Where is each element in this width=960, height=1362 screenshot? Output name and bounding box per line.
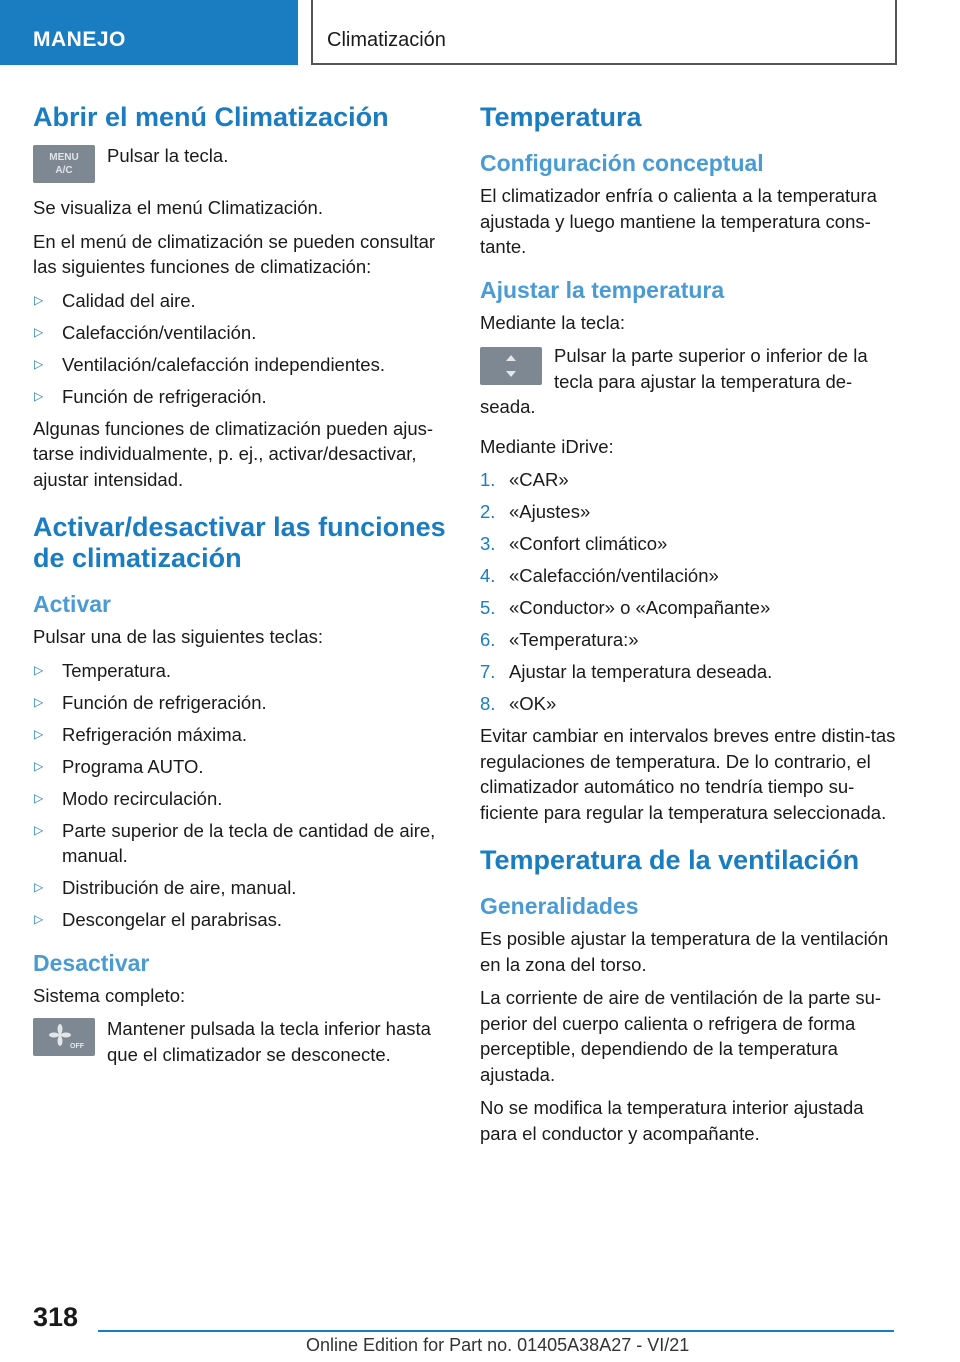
list-item: ▷ Función de refrigeración.	[33, 384, 448, 410]
heading-open-climate-menu: Abrir el menú Climatización	[33, 102, 389, 132]
list-item: ▷ Modo recirculación.	[33, 786, 448, 812]
heading-temperatura: Temperatura	[480, 102, 642, 132]
paragraph: No se modifica la temperatura interior ajustada para el conductor y acompañante.	[480, 1097, 864, 1144]
heading-temperatura-ventilacion: Temperatura de la ventilación	[480, 845, 860, 875]
list-item: 2. «Ajustes»	[480, 501, 591, 522]
subheading-configuracion: Configuración conceptual	[480, 150, 764, 176]
subheading-generalidades: Generalidades	[480, 893, 639, 919]
list-item: ▷ Ventilación/calefacción independientes.	[33, 352, 448, 378]
left-column	[33, 102, 448, 1073]
list-item: 3. «Confort climático»	[480, 533, 668, 554]
triangle-bullet-icon: ▷	[34, 388, 44, 403]
paragraph: El climatizador enfría o calienta a la temperatura ajustada y luego mantiene la temperatura cons-tante.	[480, 185, 877, 257]
list-item: 8. «OK»	[480, 693, 557, 714]
list-item: ▷ Refrigeración máxima.	[33, 722, 448, 748]
menu-ac-key-row	[33, 143, 448, 189]
heading-activate-functions: Activar/desactivar las funciones de climatización	[33, 512, 446, 573]
paragraph: Se visualiza el menú Climatización.	[33, 197, 323, 218]
up-down-arrows-icon	[480, 347, 542, 385]
paragraph: Evitar cambiar en intervalos breves entre distin-tas regulaciones de temperatura. De lo contrario, el climatizador automático no tendría tiempo su-ficiente para regular la temperatura seleccionada.	[480, 725, 896, 823]
fan-off-key-icon	[33, 1018, 95, 1056]
menu-key-text: Pulsar la tecla.	[107, 145, 229, 166]
paragraph: En el menú de climatización se pueden consultar las siguientes funciones de climatización:	[33, 230, 436, 277]
triangle-bullet-icon: ▷	[34, 356, 44, 371]
subheading-ajustar: Ajustar la temperatura	[480, 276, 725, 303]
triangle-bullet-icon: ▷	[34, 822, 44, 837]
page-number: 318	[33, 1302, 79, 1332]
idrive-steps	[480, 467, 898, 717]
chapter-title: Climatización	[327, 29, 446, 51]
menu-ac-key-icon	[33, 145, 95, 183]
chapter-tab	[311, 0, 897, 65]
temp-key-row	[480, 343, 898, 420]
subheading-desactivar: Desactivar	[33, 949, 150, 976]
paragraph: Es posible ajustar la temperatura de la ventilación en la zona del torso.	[480, 928, 889, 975]
paragraph: Pulsar una de las siguientes teclas:	[33, 626, 324, 647]
section-tab	[0, 0, 298, 65]
list-item: ▷ Temperatura.	[33, 658, 448, 684]
list-item: 4. «Calefacción/ventilación»	[480, 565, 719, 586]
triangle-bullet-icon: ▷	[34, 758, 44, 773]
triangle-bullet-icon: ▷	[34, 912, 44, 926]
list-item: ▷ Descongelar el parabrisas.	[33, 907, 448, 933]
triangle-bullet-icon: ▷	[34, 694, 44, 709]
keys-list	[33, 658, 448, 933]
list-item: ▷ Parte superior de la tecla de cantidad de aire, manual.	[34, 819, 436, 866]
paragraph: La corriente de aire de ventilación de la parte su-perior del cuerpo calienta o refrigera de forma perceptible, dependiendo de la temperatura ajustada.	[480, 987, 882, 1085]
temp-updown-key-icon	[480, 347, 542, 385]
paragraph: Mediante iDrive:	[480, 435, 614, 457]
paragraph: Sistema completo:	[33, 984, 186, 1006]
list-item: 7. Ajustar la temperatura deseada.	[480, 661, 773, 682]
list-item: ▷ Calefacción/ventilación.	[33, 320, 448, 346]
triangle-bullet-icon: ▷	[34, 292, 44, 307]
functions-list	[33, 288, 448, 410]
fan-icon	[33, 1018, 95, 1056]
fan-off-key-row	[33, 1016, 448, 1067]
footer-divider	[98, 1330, 894, 1332]
list-item: 5. «Conductor» o «Acompañante»	[480, 597, 771, 618]
off-key-text: Mantener pulsada la tecla inferior hasta que el climatizador se desconecte.	[107, 1018, 431, 1065]
subheading-activar: Activar	[33, 591, 111, 617]
menu-key-label: MENU	[49, 152, 79, 163]
triangle-bullet-icon: ▷	[34, 662, 44, 677]
temp-key-text: Pulsar la parte superior o inferior de la tecla para ajustar la temperatura de-seada.	[480, 345, 868, 417]
ac-key-label: A/C	[55, 165, 73, 176]
triangle-bullet-icon: ▷	[34, 880, 44, 894]
triangle-bullet-icon: ▷	[34, 726, 44, 741]
section-title: MANEJO	[33, 28, 126, 51]
list-item: ▷ Programa AUTO.	[33, 754, 448, 780]
list-item: 1. «CAR»	[480, 469, 569, 490]
paragraph: Mediante la tecla:	[480, 311, 626, 333]
triangle-bullet-icon: ▷	[34, 324, 44, 339]
triangle-bullet-icon: ▷	[34, 790, 44, 805]
list-item: ▷ Calidad del aire.	[33, 288, 448, 314]
edition-text: Online Edition for Part no. 01405A38A27 - VI/21	[306, 1335, 690, 1355]
right-column	[480, 102, 898, 1154]
list-item: ▷ Función de refrigeración.	[33, 690, 448, 716]
paragraph: Algunas funciones de climatización pueden ajus-tarse individualmente, p. ej., activar/desactivar, ajustar intensidad.	[33, 417, 434, 490]
list-item: 6. «Temperatura:»	[480, 629, 639, 650]
off-key-label: OFF	[70, 1043, 84, 1050]
list-item: ▷ Distribución de aire, manual.	[33, 875, 448, 901]
